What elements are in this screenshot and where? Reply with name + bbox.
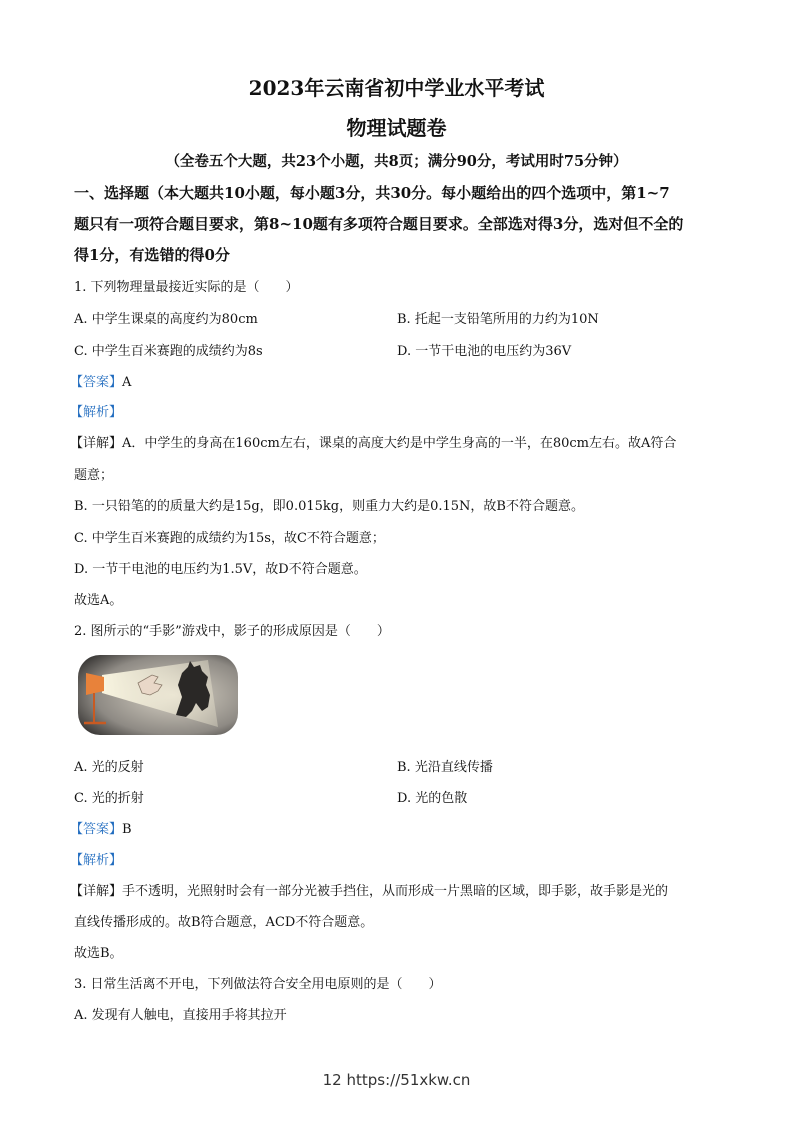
detail-label: 【详解】 [70,436,123,451]
q2-option-a: A. 光的反射 [74,760,144,775]
q1-option-c: C. 中学生百米赛跑的成绩约为8s [74,344,263,359]
q1-answer [70,371,131,390]
page-title: 2023年云南省初中学业水平考试 [248,76,545,100]
q2-option-d: D. 光的色散 [397,791,468,806]
hand-shadow-figure [78,655,238,735]
q1-detail-d: D. 一节干电池的电压约为1.5V，故D不符合题意。 [74,562,367,577]
answer-label: 【答案】 [70,375,123,390]
section-heading-line1: 一、选择题（本大题共10小题，每小题3分，共30分。每小题给出的四个选项中，第1~7 [74,184,670,202]
q2-detail-line1 [70,880,668,899]
q2-detail-line2: 直线传播形成的。故B符合题意，ACD不符合题意。 [74,915,374,930]
q1-detail-b: B. 一只铅笔的的质量大约是15g，即0.015kg，则重力大约是0.15N，故B不符合题意。 [74,499,584,514]
detail-label: 【详解】 [70,884,123,899]
q1-analysis-label: 【解析】 [70,405,123,420]
footer-url[interactable]: https://51xkw.cn [346,1071,471,1089]
q1-stem: 1. 下列物理量最接近实际的是（ ） [74,280,299,295]
q2-answer [70,818,132,837]
q2-option-b: B. 光沿直线传播 [397,760,493,775]
q1-detail-line1 [70,432,676,451]
section-heading-line3: 得1分，有选错的得0分 [74,246,230,264]
detail-text: A．中学生的身高在160cm左右，课桌的高度大约是中学生身高的一半，在80cm左右。故A符合 [122,436,677,451]
q1-option-b: B. 托起一支铅笔所用的力约为10N [397,312,599,327]
detail-text: 手不透明，光照射时会有一部分光被手挡住，从而形成一片黑暗的区域，即手影，故手影是光的 [122,884,669,899]
exam-note: （全卷五个大题，共23个小题，共8页；满分90分，考试用时75分钟） [165,153,628,170]
q2-stem: 2. 图所示的“手影”游戏中，影子的形成原因是（ ） [74,624,390,639]
answer-value: A [122,375,132,390]
q3-option-a: A. 发现有人触电，直接用手将其拉开 [74,1008,287,1023]
page-number: 12 [322,1071,342,1089]
answer-value: B [122,822,132,837]
q1-conclusion: 故选A。 [74,593,123,608]
q1-option-d: D. 一节干电池的电压约为36V [397,344,572,359]
page-footer [0,1071,793,1089]
q2-option-c: C. 光的折射 [74,791,144,806]
page-subtitle: 物理试题卷 [346,116,447,140]
q1-detail-line2: 题意； [74,468,114,483]
section-heading-line2: 题只有一项符合题目要求，第8~10题有多项符合题目要求。全部选对得3分，选对但不全的 [74,215,684,233]
q2-conclusion: 故选B。 [74,946,123,961]
q1-option-a: A. 中学生课桌的高度约为80cm [74,312,258,327]
answer-label: 【答案】 [70,822,123,837]
q1-detail-c: C. 中学生百米赛跑的成绩约为15s，故C不符合题意； [74,531,385,546]
q2-analysis-label: 【解析】 [70,853,123,868]
q3-stem: 3. 日常生活离不开电，下列做法符合安全用电原则的是（ ） [74,977,442,992]
